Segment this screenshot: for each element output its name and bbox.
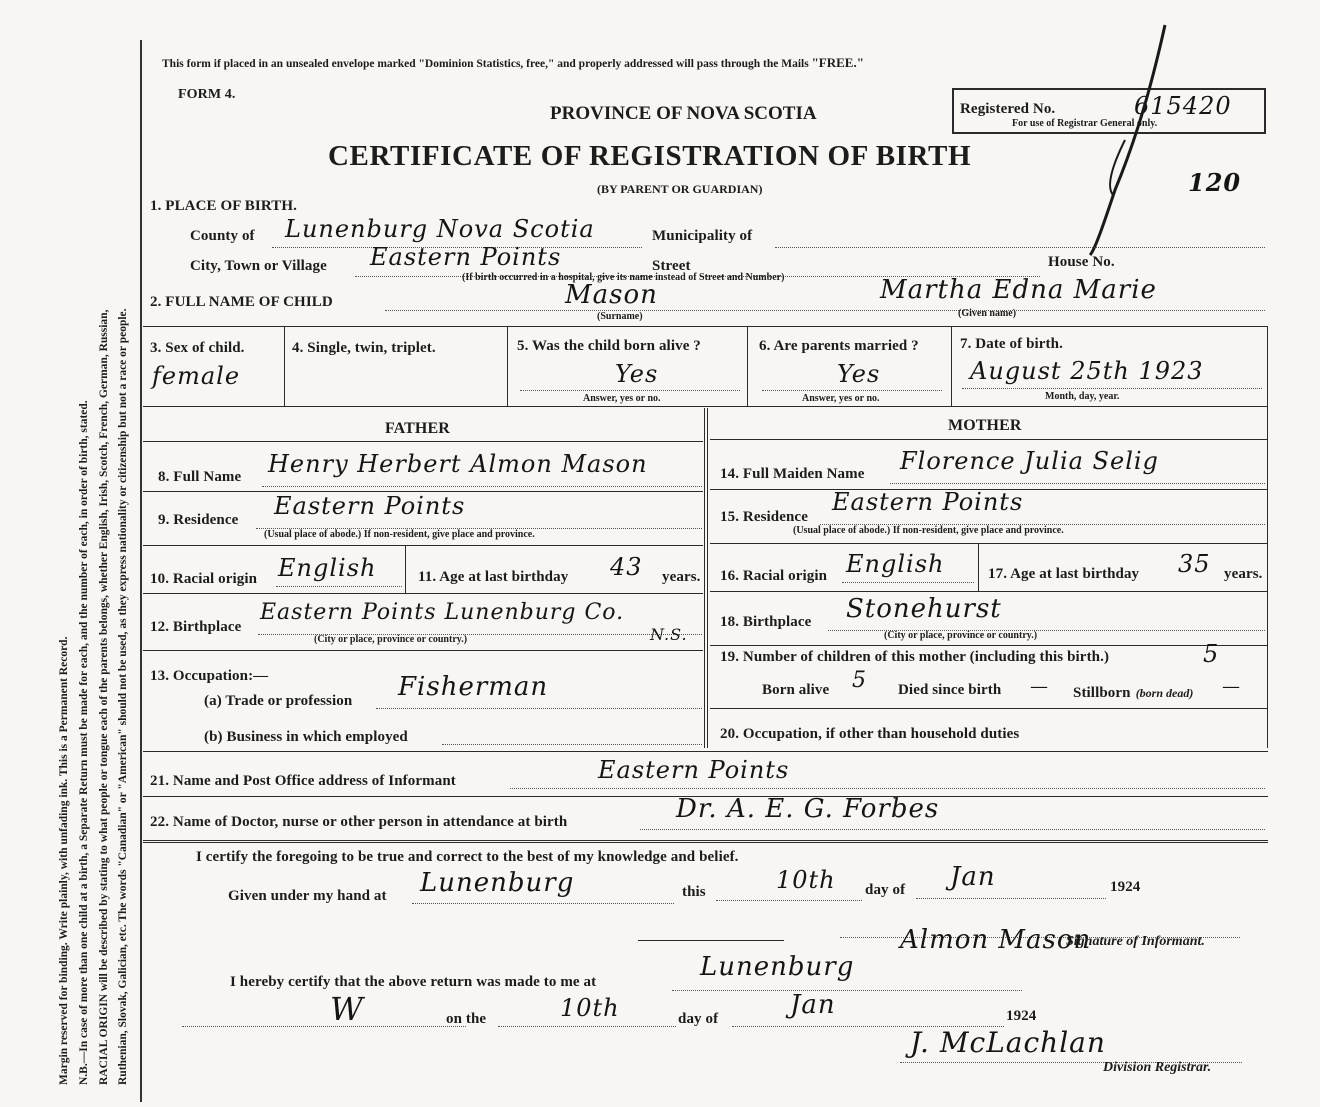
reg-day-of-label: day of	[678, 1011, 719, 1027]
mother-age-label: 17. Age at last birthday	[988, 566, 1140, 582]
mother-birthplace-value: Stonehurst	[846, 594, 1002, 624]
dob-value: August 25th 1923	[970, 357, 1204, 385]
registered-number: 615420	[1134, 92, 1232, 120]
alive-value: Yes	[615, 360, 659, 388]
sex-value: female	[152, 362, 241, 390]
died-since-birth-value: —	[1030, 676, 1049, 697]
year-value: 1924	[1110, 879, 1141, 895]
mother-children-label: 19. Number of children of this mother (including this birth.)	[720, 649, 1110, 665]
certification-statement: I certify the foregoing to be true and correct to the best of my knowledge and belief.	[196, 849, 739, 865]
informant-signature-label: Signature of Informant.	[1066, 934, 1205, 949]
this-label: this	[682, 884, 706, 900]
father-birthplace-label: 12. Birthplace	[150, 619, 242, 635]
registrar-place-value: Lunenburg	[700, 952, 855, 982]
street-label: Street	[652, 258, 691, 274]
registrar-statement: I hereby certify that the above return was made to me at	[230, 974, 597, 990]
father-racial-label: 10. Racial origin	[150, 571, 258, 587]
reg-year-value: 1924	[1006, 1008, 1037, 1024]
father-residence-label: 9. Residence	[158, 512, 239, 528]
binding-margin-rule	[140, 40, 142, 1102]
hospital-note: (If birth occurred in a hospital, give its name instead of Street and Number)	[462, 272, 785, 283]
registrar-note: For use of Registrar General only.	[1012, 118, 1158, 129]
city-value: Eastern Points	[370, 243, 562, 271]
place-of-birth-label: 1. PLACE OF BIRTH.	[150, 198, 297, 214]
informant-value: Eastern Points	[598, 756, 790, 784]
house-no-label: House No.	[1048, 254, 1115, 270]
division-registrar-label: Division Registrar.	[1103, 1060, 1212, 1075]
surname-note: (Surname)	[597, 311, 643, 322]
day-of-label: day of	[865, 882, 906, 898]
father-name-label: 8. Full Name	[158, 469, 242, 485]
dob-label: 7. Date of birth.	[960, 336, 1063, 352]
father-age-label: 11. Age at last birthday	[418, 569, 569, 585]
postal-note: This form if placed in an unsealed envelope marked "Dominion Statistics, free," and properly addressed will pass through the Mails "FREE."	[162, 55, 864, 70]
certificate-title: CERTIFICATE OF REGISTRATION OF BIRTH	[328, 140, 972, 172]
married-value: Yes	[837, 360, 881, 388]
county-value: Lunenburg Nova Scotia	[285, 215, 595, 243]
plurality-label: 4. Single, twin, triplet.	[292, 340, 436, 356]
certificate-subtitle: (BY PARENT OR GUARDIAN)	[597, 182, 763, 196]
father-birthplace-value: Eastern Points Lunenburg Co.	[260, 600, 625, 625]
mother-residence-label: 15. Residence	[720, 509, 808, 525]
registered-label: Registered No.	[960, 101, 1056, 117]
mother-heading: MOTHER	[948, 417, 1022, 434]
doctor-label: 22. Name of Doctor, nurse or other person in attendance at birth	[150, 814, 568, 830]
father-abode-note: (Usual place of abode.) If non-resident, give place and province.	[264, 529, 535, 540]
married-label: 6. Are parents married ?	[759, 338, 919, 354]
mother-years-label: years.	[1224, 566, 1263, 582]
form-number: FORM 4.	[178, 87, 236, 102]
alive-label: 5. Was the child born alive ?	[517, 338, 701, 354]
sex-label: 3. Sex of child.	[150, 340, 245, 356]
mother-age-value: 35	[1178, 550, 1211, 578]
father-birthplace-note: (City or place, province or country.)	[314, 634, 468, 645]
child-surname: Mason	[565, 280, 658, 310]
mother-residence-value: Eastern Points	[832, 488, 1024, 516]
month-value: Jan	[950, 862, 996, 892]
registrar-flourish	[1085, 20, 1175, 260]
father-age-value: 43	[610, 553, 643, 581]
margin-note-3: RACIAL ORIGIN will be described by stating to what people or tongue each of the parents belongs, whether English, Irish, Scotch, French, German, Russian,	[98, 309, 110, 1085]
father-trade-value: Fisherman	[398, 672, 549, 702]
county-label: County of	[190, 228, 255, 244]
doctor-value: Dr. A. E. G. Forbes	[676, 794, 940, 824]
father-trade-label: (a) Trade or profession	[204, 693, 353, 709]
province-title: PROVINCE OF NOVA SCOTIA	[550, 103, 817, 124]
alive-answer-note: Answer, yes or no.	[583, 393, 661, 404]
margin-note-1: Margin reserved for binding. Write plainly, with unfading ink. This is a Permanent Record.	[58, 636, 70, 1085]
mother-racial-value: English	[846, 550, 945, 578]
father-name-value: Henry Herbert Almon Mason	[268, 450, 648, 478]
child-name-label: 2. FULL NAME OF CHILD	[150, 294, 333, 310]
registrar-initials: W	[330, 990, 364, 1028]
born-alive-label: Born alive	[762, 682, 830, 698]
father-residence-value: Eastern Points	[274, 492, 466, 520]
day-value: 10th	[776, 866, 836, 894]
dob-note: Month, day, year.	[1045, 391, 1120, 402]
stillborn-label: Stillborn (born dead)	[1073, 685, 1194, 701]
born-alive-value: 5	[852, 668, 867, 693]
father-occupation-label: 13. Occupation:—	[150, 668, 269, 684]
married-answer-note: Answer, yes or no.	[802, 393, 880, 404]
mother-name-label: 14. Full Maiden Name	[720, 466, 865, 482]
margin-note-2: N.B.—In case of more than one child at a birth, a Separate Return must be made for each, and the number of each, in order of birth, stated.	[78, 400, 90, 1085]
father-years-label: years.	[662, 569, 701, 585]
registrar-signature: J. McLachlan	[910, 1026, 1106, 1059]
reg-month-value: Jan	[790, 990, 836, 1020]
reg-day-value: 10th	[560, 994, 620, 1022]
child-given-name: Martha Edna Marie	[880, 275, 1157, 305]
corner-mark: 120	[1188, 168, 1242, 197]
mother-children-value: 5	[1203, 640, 1220, 668]
stillborn-value: —	[1222, 676, 1241, 697]
margin-note-4: Ruthenian, Slovak, Galician, etc. The words "Canadian" or "American" should not be used, as they express nationality or citizenship but not a race or people.	[117, 308, 129, 1085]
father-racial-value: English	[278, 554, 377, 582]
mother-racial-label: 16. Racial origin	[720, 568, 828, 584]
father-heading: FATHER	[385, 420, 450, 437]
mother-name-value: Florence Julia Selig	[900, 447, 1159, 475]
father-birthplace-extra: N.S.	[650, 625, 688, 644]
row-rule-top	[143, 326, 1268, 327]
city-label: City, Town or Village	[190, 258, 327, 274]
on-the-label: on the	[446, 1011, 487, 1027]
municipality-label: Municipality of	[652, 228, 753, 244]
given-under-hand-label: Given under my hand at	[228, 888, 387, 904]
informant-signature: Almon Mason	[900, 925, 1092, 955]
mother-abode-note: (Usual place of abode.) If non-resident, give place and province.	[793, 525, 1064, 536]
mother-birthplace-label: 18. Birthplace	[720, 614, 812, 630]
father-business-label: (b) Business in which employed	[204, 729, 408, 745]
parents-divider	[704, 408, 708, 748]
died-since-birth-label: Died since birth	[898, 682, 1002, 698]
given-place-value: Lunenburg	[420, 868, 575, 898]
informant-label: 21. Name and Post Office address of Informant	[150, 773, 456, 789]
mother-occupation-label: 20. Occupation, if other than household duties	[720, 726, 1020, 742]
given-name-note: (Given name)	[958, 308, 1017, 319]
mother-birthplace-note: (City or place, province or country.)	[884, 630, 1038, 641]
